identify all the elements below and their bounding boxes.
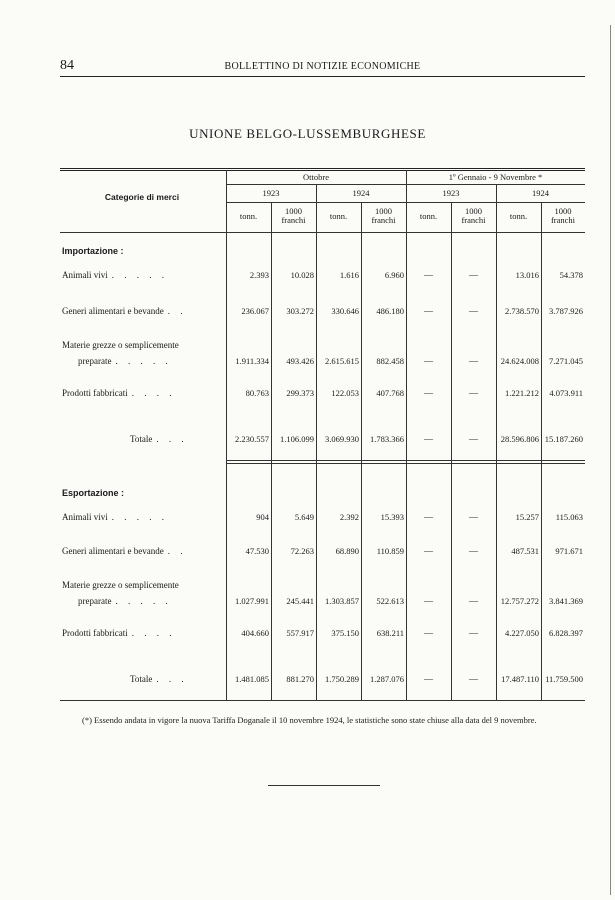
row-label: preparate . . . . . xyxy=(78,596,172,606)
category-column-header: Categorie di merci xyxy=(104,192,180,202)
value-cell: 1.287.076 xyxy=(370,674,404,684)
value-cell: 122.053 xyxy=(331,388,359,398)
unit-franchi: 1000 franchi xyxy=(550,206,576,225)
year-1924-cumulative: 1924 xyxy=(532,188,549,198)
value-cell: 4.227.050 xyxy=(505,628,539,638)
section-title: UNIONE BELGO-LUSSEMBURGHESE xyxy=(189,126,426,141)
value-cell: 68.890 xyxy=(335,546,359,556)
import-heading: Importazione : xyxy=(62,246,124,256)
value-cell: 904 xyxy=(256,512,269,522)
value-cell: 2.230.557 xyxy=(235,434,269,444)
separator-rule xyxy=(226,460,585,461)
end-rule xyxy=(268,785,380,786)
empty-cell: — xyxy=(469,546,478,556)
value-cell: 2.738.570 xyxy=(505,306,539,316)
value-cell: 404.660 xyxy=(241,628,269,638)
value-cell: 1.221.212 xyxy=(505,388,539,398)
empty-cell: — xyxy=(424,434,433,444)
empty-cell: — xyxy=(424,388,433,398)
separator-rule xyxy=(226,463,585,464)
empty-cell: — xyxy=(469,356,478,366)
empty-cell: — xyxy=(424,546,433,556)
value-cell: 1.911.334 xyxy=(235,356,269,366)
value-cell: 3.069.930 xyxy=(325,434,359,444)
value-cell: 1.303.857 xyxy=(325,596,359,606)
value-cell: 7.271.045 xyxy=(549,356,583,366)
value-cell: 6.960 xyxy=(384,270,404,280)
empty-cell: — xyxy=(469,434,478,444)
footnote: (*) Essendo andata in vigore la nuova Tariffa Doganale il 10 novembre 1924, le statistiche sono state chiuse alla data del 9 novembre. xyxy=(82,715,537,725)
row-label: Animali vivi . . . . . xyxy=(62,270,168,280)
page-edge-line xyxy=(610,25,611,895)
row-label: preparate . . . . . xyxy=(78,356,172,366)
year-1923-ottobre: 1923 xyxy=(262,188,280,198)
value-cell: 47.530 xyxy=(245,546,269,556)
value-cell: 3.841.369 xyxy=(549,596,583,606)
value-cell: 1.481.085 xyxy=(235,674,269,684)
value-cell: 6.828.397 xyxy=(549,628,583,638)
export-heading: Esportazione : xyxy=(62,488,125,498)
page-header xyxy=(60,56,585,77)
value-cell: 971.671 xyxy=(555,546,583,556)
unit-tonn: tonn. xyxy=(239,211,258,221)
value-cell: 407.768 xyxy=(376,388,404,398)
value-cell: 1.616 xyxy=(339,270,359,280)
empty-cell: — xyxy=(469,306,478,316)
empty-cell: — xyxy=(469,270,478,280)
row-label: Animali vivi . . . . . xyxy=(62,512,168,522)
year-1923-cumulative: 1923 xyxy=(442,188,460,198)
total-label: Totale . . . xyxy=(130,434,188,444)
empty-cell: — xyxy=(469,388,478,398)
value-cell: 522.613 xyxy=(376,596,404,606)
header-bottom-rule xyxy=(60,232,585,233)
value-cell: 28.596.806 xyxy=(500,434,539,444)
value-cell: 1.783.366 xyxy=(370,434,404,444)
row-label: Materie grezze o semplicemente xyxy=(62,340,179,350)
value-cell: 12.757.272 xyxy=(500,596,539,606)
row-label: Generi alimentari e bevande . . xyxy=(62,306,187,316)
value-cell: 1.106.099 xyxy=(280,434,314,444)
running-title: BOLLETTINO DI NOTIZIE ECONOMICHE xyxy=(224,61,421,72)
row-label: Prodotti fabbricati . . . . xyxy=(62,388,176,398)
row-label: Generi alimentari e bevande . . xyxy=(62,546,187,556)
value-cell: 11.759.500 xyxy=(545,674,583,684)
value-cell: 330.646 xyxy=(331,306,359,316)
value-cell: 54.378 xyxy=(559,270,583,280)
unit-franchi: 1000 franchi xyxy=(281,206,306,225)
value-cell: 487.531 xyxy=(511,546,539,556)
empty-cell: — xyxy=(424,356,433,366)
value-cell: 13.016 xyxy=(515,270,539,280)
value-cell: 557.917 xyxy=(286,628,314,638)
value-cell: 115.063 xyxy=(555,512,583,522)
unit-tonn: tonn. xyxy=(509,211,528,221)
value-cell: 24.624.008 xyxy=(500,356,539,366)
value-cell: 245.441 xyxy=(286,596,314,606)
value-cell: 486.180 xyxy=(376,306,404,316)
value-cell: 638.211 xyxy=(376,628,404,638)
empty-cell: — xyxy=(469,628,478,638)
value-cell: 72.263 xyxy=(290,546,314,556)
value-cell: 5.649 xyxy=(294,512,314,522)
value-cell: 236.067 xyxy=(241,306,269,316)
empty-cell: — xyxy=(424,306,433,316)
value-cell: 882.458 xyxy=(376,356,404,366)
value-cell: 15.257 xyxy=(515,512,539,522)
empty-cell: — xyxy=(424,512,433,522)
empty-cell: — xyxy=(469,596,478,606)
unit-franchi: 1000 franchi xyxy=(461,206,486,225)
value-cell: 303.272 xyxy=(286,306,314,316)
row-label: Prodotti fabbricati . . . . xyxy=(62,628,176,638)
value-cell: 2.615.615 xyxy=(325,356,359,366)
value-cell: 493.426 xyxy=(286,356,314,366)
page-number: 84 xyxy=(60,58,74,73)
empty-cell: — xyxy=(424,674,433,684)
year-1924-ottobre: 1924 xyxy=(352,188,370,198)
unit-tonn: tonn. xyxy=(329,211,348,221)
value-cell: 1.027.991 xyxy=(235,596,269,606)
unit-franchi: 1000 franchi xyxy=(371,206,396,225)
value-cell: 80.763 xyxy=(245,388,269,398)
value-cell: 15.187.260 xyxy=(544,434,583,444)
table-top-rule-2 xyxy=(60,170,585,171)
value-cell: 10.028 xyxy=(290,270,314,280)
value-cell: 1.750.289 xyxy=(325,674,359,684)
value-cell: 2.392 xyxy=(339,512,359,522)
empty-cell: — xyxy=(469,512,478,522)
value-cell: 375.150 xyxy=(331,628,359,638)
unit-tonn: tonn. xyxy=(419,211,438,221)
table-bottom-rule xyxy=(60,700,585,701)
value-cell: 2.393 xyxy=(249,270,269,280)
value-cell: 4.073.911 xyxy=(549,388,583,398)
value-cell: 17.487.110 xyxy=(501,674,539,684)
period-ottobre-header: Ottobre xyxy=(303,172,329,182)
value-cell: 881.270 xyxy=(286,674,314,684)
period-cumulative-header: 1º Gennaio - 9 Novembre * xyxy=(448,172,543,182)
row-label: Materie grezze o semplicemente xyxy=(62,580,179,590)
empty-cell: — xyxy=(469,674,478,684)
empty-cell: — xyxy=(424,628,433,638)
table-top-rule xyxy=(60,168,585,169)
value-cell: 3.787.926 xyxy=(549,306,583,316)
empty-cell: — xyxy=(424,270,433,280)
total-label: Totale . . . xyxy=(130,674,188,684)
value-cell: 299.373 xyxy=(286,388,314,398)
value-cell: 110.859 xyxy=(376,546,404,556)
value-cell: 15.393 xyxy=(380,512,404,522)
empty-cell: — xyxy=(424,596,433,606)
